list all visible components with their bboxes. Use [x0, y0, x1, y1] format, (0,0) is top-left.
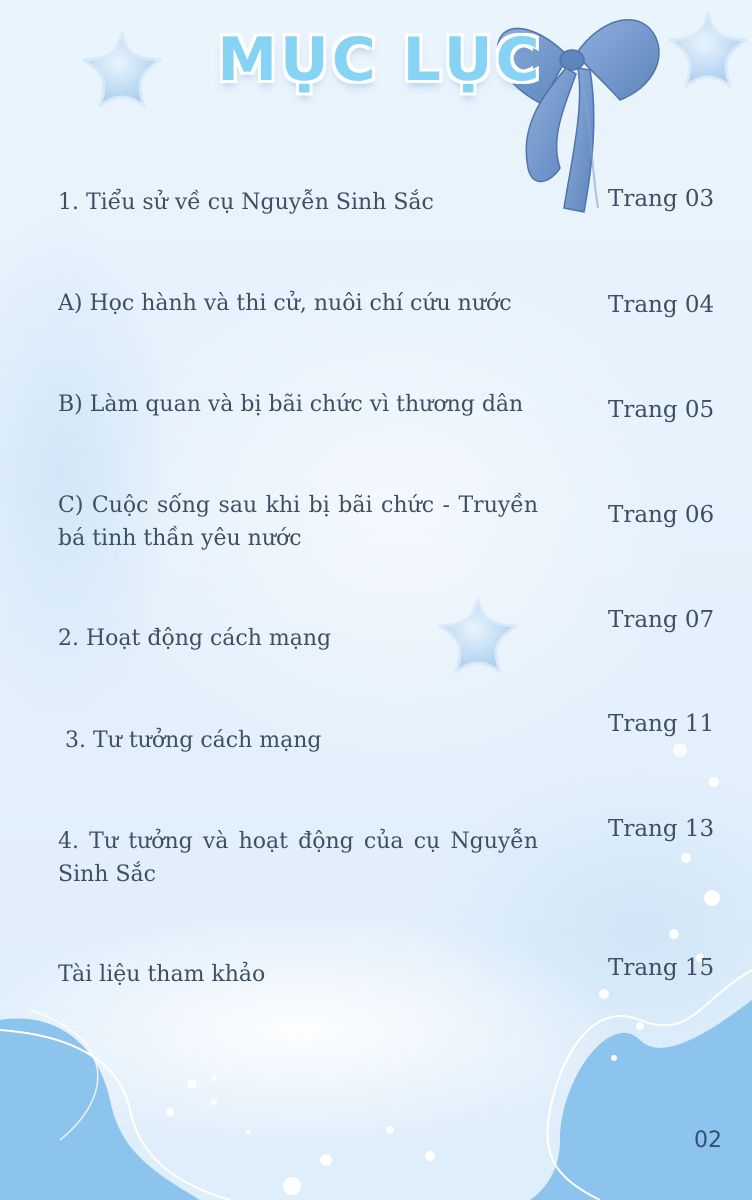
toc-entry-page: Trang 15: [608, 955, 715, 981]
page-number: 02: [694, 1128, 722, 1153]
toc-entry-label: 2. Hoạt động cách mạng: [58, 626, 332, 651]
toc-entry-page: Trang 06: [608, 502, 715, 528]
toc-entry-page: Trang 13: [608, 816, 715, 842]
page-title: MỤC LỤC: [217, 25, 543, 95]
toc-entry-page: Trang 11: [608, 711, 715, 737]
toc-entry-label: C) Cuộc sống sau khi bị bãi chức - Truyền bá tinh thần yêu nước: [58, 493, 538, 551]
toc-entry-page: Trang 04: [608, 292, 715, 318]
star-icon: [76, 30, 168, 114]
toc-entry-page: Trang 07: [608, 607, 715, 633]
toc-entry-label: 1. Tiểu sử về cụ Nguyễn Sinh Sắc: [58, 190, 434, 215]
toc-entry-label: B) Làm quan và bị bãi chức vì thương dân: [58, 392, 524, 417]
star-icon: [664, 10, 752, 94]
toc-entry-page: Trang 05: [608, 397, 715, 423]
toc-entry-label: 4. Tư tưởng và hoạt động của cụ Nguyễn Sinh Sắc: [58, 829, 538, 887]
toc-entry-page: Trang 03: [608, 186, 715, 212]
toc-entry-label: Tài liệu tham khảo: [58, 962, 266, 987]
toc-entry-label: A) Học hành và thi cử, nuôi chí cứu nước: [58, 291, 512, 316]
toc-entry-label: 3. Tư tưởng cách mạng: [58, 728, 322, 753]
